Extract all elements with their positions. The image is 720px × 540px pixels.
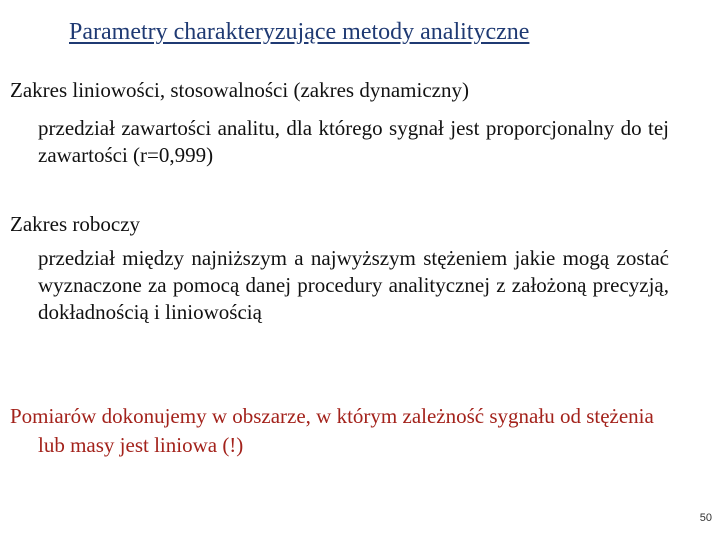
section-heading-working-range: Zakres roboczy <box>10 212 141 236</box>
page-number: 50 <box>699 512 712 524</box>
section-heading-linearity-range: Zakres liniowości, stosowalności (zakres dynamiczny) <box>10 78 469 102</box>
section-body-linearity-range: przedział zawartości analitu, dla którego sygnał jest proporcjonalny do tej zawartości (r=0,999) <box>38 116 669 167</box>
slide-title: Parametry charakteryzujące metody analityczne <box>69 19 530 45</box>
section-body-working-range: przedział między najniższym a najwyższym stężeniem jakie mogą zostać wyznaczone za pomocą danej procedury analitycznej z założoną precyzją, dokładnością i liniowością <box>38 246 669 324</box>
important-note: Pomiarów dokonujemy w obszarze, w którym zależność sygnału od stężenia lub masy jest liniowa (!) <box>10 404 654 457</box>
